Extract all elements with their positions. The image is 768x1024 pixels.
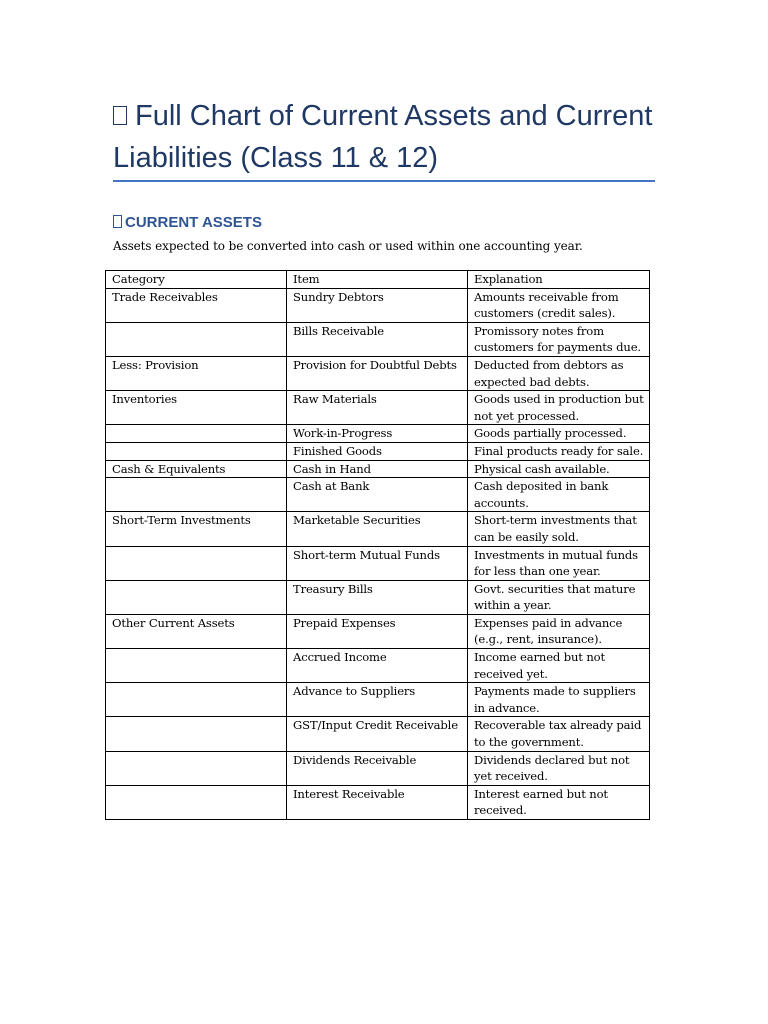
cell-item: Bills Receivable xyxy=(287,322,468,356)
cell-item: Cash in Hand xyxy=(287,460,468,478)
cell-explanation: Physical cash available. xyxy=(468,460,650,478)
cell-category: Less: Provision xyxy=(106,356,287,390)
cell-explanation: Expenses paid in advance (e.g., rent, insurance). xyxy=(468,614,650,648)
cell-explanation: Payments made to suppliers in advance. xyxy=(468,683,650,717)
cell-explanation: Investments in mutual funds for less than one year. xyxy=(468,546,650,580)
cell-item: Finished Goods xyxy=(287,442,468,460)
table-row xyxy=(106,391,650,425)
cell-item: Short-term Mutual Funds xyxy=(287,546,468,580)
cell-category xyxy=(106,425,287,443)
cell-category: Short-Term Investments xyxy=(106,512,287,546)
cell-item: Dividends Receivable xyxy=(287,751,468,785)
cell-item: Sundry Debtors xyxy=(287,288,468,322)
cell-category: Inventories xyxy=(106,391,287,425)
cell-item: Treasury Bills xyxy=(287,580,468,614)
table-row xyxy=(106,460,650,478)
cell-explanation: Goods partially processed. xyxy=(468,425,650,443)
cell-category xyxy=(106,580,287,614)
cell-item: Prepaid Expenses xyxy=(287,614,468,648)
cell-item: GST/Input Credit Receivable xyxy=(287,717,468,751)
cell-category xyxy=(106,649,287,683)
cell-explanation: Govt. securities that mature within a year. xyxy=(468,580,650,614)
missing-glyph-icon xyxy=(113,106,127,125)
table-row xyxy=(106,425,650,443)
cell-explanation: Recoverable tax already paid to the government. xyxy=(468,717,650,751)
cell-explanation: Promissory notes from customers for payments due. xyxy=(468,322,650,356)
cell-item: Work-in-Progress xyxy=(287,425,468,443)
header-explanation: Explanation xyxy=(468,271,650,289)
table-row xyxy=(106,614,650,648)
cell-category: Trade Receivables xyxy=(106,288,287,322)
table-row xyxy=(106,649,650,683)
cell-category xyxy=(106,751,287,785)
cell-category xyxy=(106,546,287,580)
title-underline-rule xyxy=(113,180,655,182)
missing-glyph-icon xyxy=(113,215,122,228)
cell-explanation: Cash deposited in bank accounts. xyxy=(468,478,650,512)
table-body xyxy=(106,288,650,819)
cell-item: Marketable Securities xyxy=(287,512,468,546)
table-row xyxy=(106,751,650,785)
header-category: Category xyxy=(106,271,287,289)
cell-explanation: Goods used in production but not yet processed. xyxy=(468,391,650,425)
table-row xyxy=(106,580,650,614)
cell-explanation: Final products ready for sale. xyxy=(468,442,650,460)
cell-item: Advance to Suppliers xyxy=(287,683,468,717)
table-row xyxy=(106,356,650,390)
cell-item: Cash at Bank xyxy=(287,478,468,512)
current-assets-table xyxy=(105,270,650,820)
cell-category xyxy=(106,717,287,751)
section-heading-text: CURRENT ASSETS xyxy=(125,214,262,231)
header-item: Item xyxy=(287,271,468,289)
section-intro: Assets expected to be converted into cash or used within one accounting year. xyxy=(113,239,583,253)
cell-item: Provision for Doubtful Debts xyxy=(287,356,468,390)
cell-category: Cash & Equivalents xyxy=(106,460,287,478)
table-row xyxy=(106,478,650,512)
table-row xyxy=(106,717,650,751)
cell-category xyxy=(106,785,287,819)
cell-item: Raw Materials xyxy=(287,391,468,425)
table-row xyxy=(106,288,650,322)
cell-category xyxy=(106,442,287,460)
section-heading xyxy=(113,213,262,233)
cell-explanation: Deducted from debtors as expected bad debts. xyxy=(468,356,650,390)
cell-item: Accrued Income xyxy=(287,649,468,683)
page-title-text: Full Chart of Current Assets and Current Liabilities (Class 11 & 12) xyxy=(113,100,653,174)
table-row xyxy=(106,785,650,819)
table-row xyxy=(106,442,650,460)
cell-category xyxy=(106,322,287,356)
cell-category xyxy=(106,478,287,512)
cell-explanation: Amounts receivable from customers (credit sales). xyxy=(468,288,650,322)
table-row xyxy=(106,683,650,717)
cell-explanation: Dividends declared but not yet received. xyxy=(468,751,650,785)
cell-explanation: Income earned but not received yet. xyxy=(468,649,650,683)
table-row xyxy=(106,512,650,546)
page-title xyxy=(113,95,673,179)
cell-category xyxy=(106,683,287,717)
cell-explanation: Interest earned but not received. xyxy=(468,785,650,819)
cell-category: Other Current Assets xyxy=(106,614,287,648)
cell-explanation: Short-term investments that can be easily sold. xyxy=(468,512,650,546)
table-row xyxy=(106,546,650,580)
table-row xyxy=(106,322,650,356)
table-header-row xyxy=(106,271,650,289)
cell-item: Interest Receivable xyxy=(287,785,468,819)
